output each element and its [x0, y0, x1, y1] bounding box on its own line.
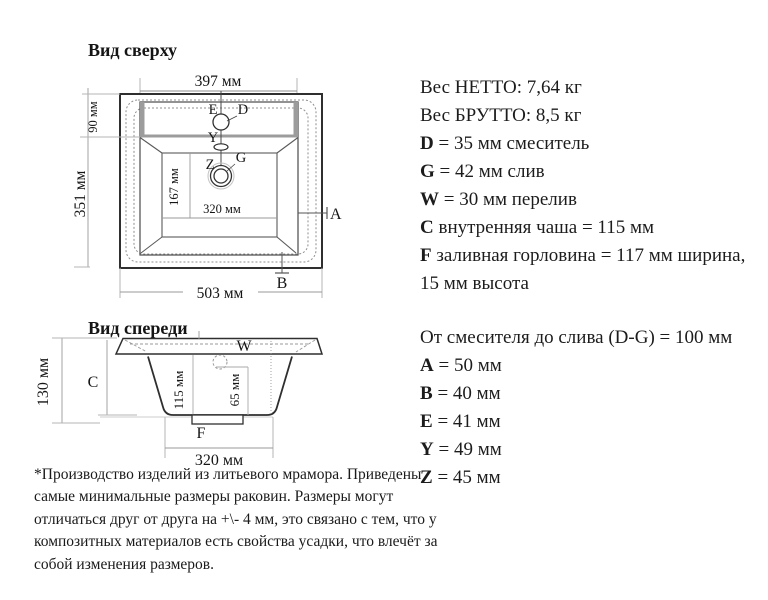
label-w: W [236, 338, 252, 355]
specs-panel [420, 74, 765, 492]
svg-text:C: C [87, 374, 99, 391]
spec-f: F заливная горловина = 117 мм ширина, [420, 245, 746, 266]
label-e: E [208, 102, 218, 118]
spec-w: W = 30 мм перелив [420, 189, 577, 210]
top-view-title: Вид сверху [88, 40, 178, 60]
spec-d: D = 35 мм смеситель [420, 133, 590, 154]
svg-text:503 мм: 503 мм [196, 285, 244, 302]
spec-net-weight: Вес НЕТТО: 7,64 кг [420, 77, 582, 98]
spec-a: A = 50 мм [420, 355, 502, 376]
label-z: Z [205, 157, 215, 173]
front-view-diagram [30, 308, 435, 483]
dim-total-height [35, 338, 117, 423]
label-g: G [235, 150, 247, 166]
svg-text:167 мм: 167 мм [167, 168, 181, 206]
svg-text:320 мм: 320 мм [203, 202, 241, 216]
svg-text:A: A [330, 206, 342, 223]
svg-text:320 мм: 320 мм [194, 452, 244, 469]
drain-flange [192, 415, 243, 424]
label-d: D [237, 102, 249, 118]
top-view-diagram [30, 30, 435, 315]
label-f: F [196, 425, 206, 442]
svg-text:B: B [276, 275, 288, 292]
dim-total-depth: 351 мм [72, 170, 89, 218]
production-footnote: *Производство изделий из литьевого мрамора. Приведены самые минимальные размеры раковин. Размеры могут отличаться друг от друга на +\- 4 мм, это связано с тем, что у композитных материалов есть свойства усадки, что влечёт за собой изменения размеров. [34, 466, 438, 573]
svg-text:65 мм: 65 мм [227, 373, 242, 407]
spec-dg-distance: От смесителя до слива (D-G) = 100 мм [420, 327, 733, 348]
dim-base-width [165, 417, 273, 469]
spec-c: C внутренняя чаша = 115 мм [420, 217, 655, 238]
label-y: Y [207, 130, 219, 146]
svg-text:397 мм: 397 мм [194, 73, 242, 90]
deck-slab [116, 339, 322, 355]
spec-f-height: 15 мм высота [420, 273, 529, 294]
dim-total-width [120, 268, 322, 302]
spec-gross-weight: Вес БРУТТО: 8,5 кг [420, 105, 582, 126]
svg-text:115 мм: 115 мм [171, 370, 186, 410]
spec-y: Y = 49 мм [420, 439, 502, 460]
front-view-title: Вид спереди [88, 318, 188, 338]
dim-deck-depth: 90 мм [86, 101, 100, 133]
bowl-section [148, 357, 292, 416]
spec-b: B = 40 мм [420, 383, 501, 404]
spec-e: E = 41 мм [420, 411, 501, 432]
svg-text:130 мм: 130 мм [35, 357, 52, 407]
spec-z: Z = 45 мм [420, 467, 501, 488]
spec-g: G = 42 мм слив [420, 161, 545, 182]
